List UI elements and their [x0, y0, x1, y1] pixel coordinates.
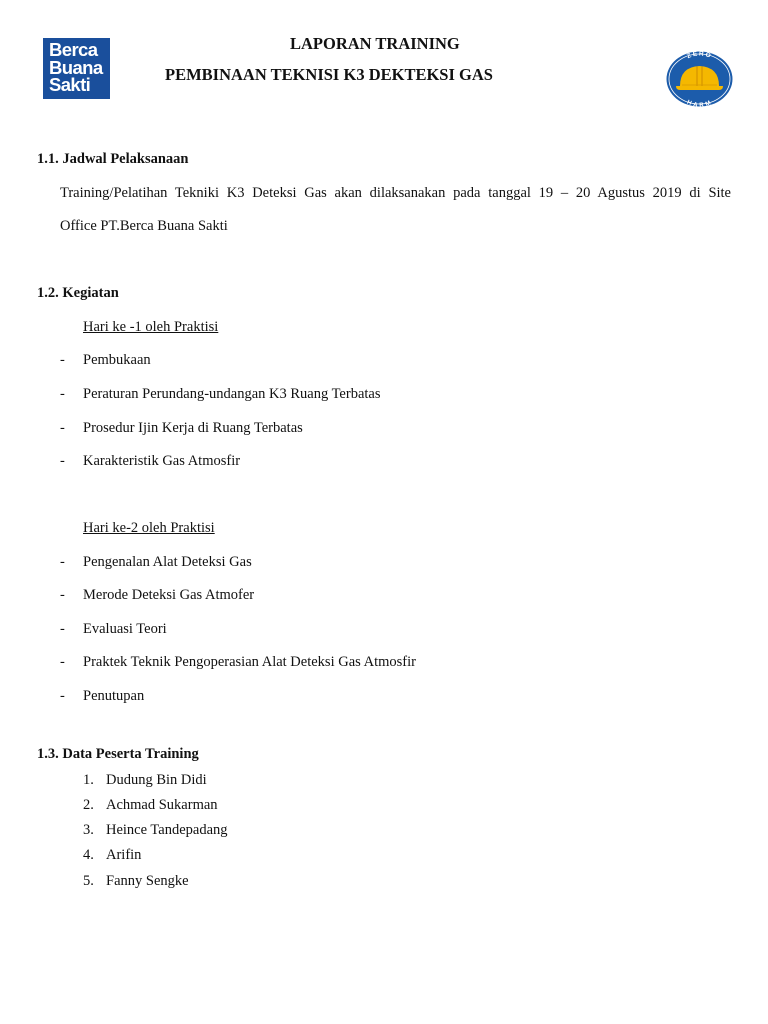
logo-line-1: Berca: [49, 39, 98, 60]
harm-text: HARM: [685, 99, 714, 107]
zero-harm-logo: [666, 51, 733, 107]
list-item: Karakteristik Gas Atmosfir: [83, 453, 241, 469]
list-item: Prosedur Ijin Kerja di Ruang Terbatas: [83, 420, 303, 436]
list-item: Pengenalan Alat Deteksi Gas: [83, 554, 252, 570]
bullet-dash: -: [60, 587, 65, 603]
list-item: Evaluasi Teori: [83, 621, 167, 637]
section-heading-kegiatan: 1.2. Kegiatan: [37, 285, 119, 301]
list-item: Penutupan: [83, 688, 145, 704]
logo-line-2: Buana: [49, 56, 103, 78]
participant-name: Achmad Sukarman: [106, 797, 218, 813]
list-item: Pembukaan: [83, 352, 151, 368]
day2-label: Hari ke-2 oleh Praktisi: [83, 520, 215, 536]
logo-line-3: Sakti: [49, 74, 91, 95]
section-heading-jadwal: 1.1. Jadwal Pelaksanaan: [37, 151, 189, 167]
list-number: 4.: [83, 847, 94, 863]
bullet-dash: -: [60, 554, 65, 570]
participant-name: Fanny Sengke: [106, 873, 189, 889]
report-subtitle: PEMBINAAN TEKNISI K3 DEKTEKSI GAS: [165, 65, 493, 84]
bullet-dash: -: [60, 654, 65, 670]
list-number: 3.: [83, 822, 94, 838]
schedule-paragraph-line-2: Office PT.Berca Buana Sakti: [60, 218, 228, 234]
bullet-dash: -: [60, 386, 65, 402]
list-number: 5.: [83, 873, 94, 889]
bullet-dash: -: [60, 420, 65, 436]
list-item: Merode Deteksi Gas Atmofer: [83, 587, 255, 603]
bullet-dash: -: [60, 453, 65, 469]
list-item: Peraturan Perundang-undangan K3 Ruang Terbatas: [83, 386, 381, 402]
bullet-dash: -: [60, 621, 65, 637]
bullet-dash: -: [60, 352, 65, 368]
list-item: Praktek Teknik Pengoperasian Alat Deteksi Gas Atmosfir: [83, 654, 416, 670]
list-number: 2.: [83, 797, 94, 813]
report-title: LAPORAN TRAINING: [290, 34, 460, 53]
schedule-paragraph-line-1: Training/Pelatihan Tekniki K3 Deteksi Gas akan dilaksanakan pada tanggal 19 – 20 Agustus 2019 di Site: [60, 185, 731, 201]
day1-label: Hari ke -1 oleh Praktisi: [83, 319, 219, 335]
bullet-dash: -: [60, 688, 65, 704]
list-number: 1.: [83, 772, 94, 788]
participant-name: Heince Tandepadang: [106, 822, 228, 838]
participant-name: Arifin: [106, 847, 142, 863]
zero-text: ZERO: [685, 51, 713, 61]
berca-buana-sakti-logo: [43, 38, 110, 99]
section-heading-peserta: 1.3. Data Peserta Training: [37, 746, 199, 762]
participant-name: Dudung Bin Didi: [106, 772, 207, 788]
